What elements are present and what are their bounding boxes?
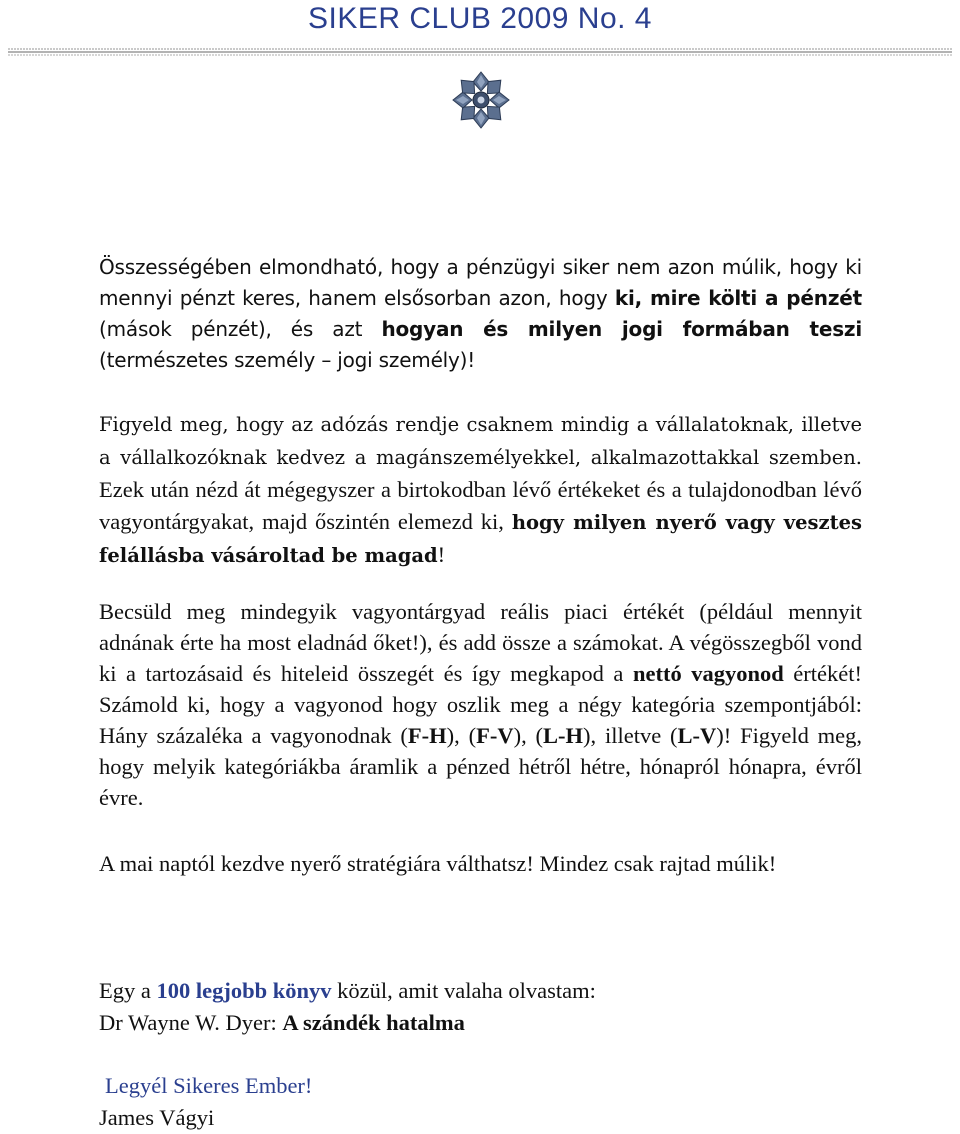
book-intro: Egy a <box>99 978 157 1003</box>
paragraph-2 <box>99 408 862 572</box>
paragraph-3 <box>99 596 862 813</box>
p3-text-4: ), ( <box>446 723 477 748</box>
p1-text-1: Összességében elmondható, hogy a pénzügyi siker nem azon múlik, hogy ki mennyi pénzt keres, hanem elsősorban azon, hogy <box>99 255 862 310</box>
book-title: A szándék hatalma <box>282 1010 465 1035</box>
paragraph-1 <box>99 252 862 376</box>
book-line-2 <box>99 1007 596 1039</box>
diamond-flower-logo-icon <box>452 70 510 130</box>
p3-bold-5: L-V <box>677 723 717 748</box>
book-author: Dr Wayne W. Dyer: <box>99 1010 283 1035</box>
book-line-1 <box>99 975 596 1007</box>
p3-text-7: )! Figyeld meg, hogy melyik kategóriákba áramlik a pénzed hétről hétre, hónapról hónapra, évről évre. <box>99 723 862 810</box>
book-recommendation <box>99 975 596 1039</box>
p2-text-2: Ezek után nézd át mégegyszer a birtokodban lévő értékeket és a tulajdonodban lévő vagyontárgyakat, majd őszintén elemezd ki, <box>99 477 862 534</box>
p3-text-2: A végösszegből vond ki a tartozásaid és hiteleid összegét és így megkapod a <box>99 630 862 686</box>
signature-name: James Vágyi <box>99 1105 215 1130</box>
p3-bold-2: F-H <box>407 723 447 748</box>
p2-text-1: Figyeld meg, hogy az adózás rendje csaknem mindig a vállalatoknak, illetve a vállalkozóknak kedvez a magánszemélyekkel, alkalmazottakkal szemben. <box>99 413 862 469</box>
p2-bold-1: hogy milyen nyerő vagy vesztes felállásba vásároltad be magad <box>99 511 862 567</box>
p3-text-1: Becsüld meg mindegyik vagyontárgyad reális piaci értékét (például mennyit adnának érte ha most eladnád őket!), és add össze a számokat. <box>99 599 862 655</box>
p3-text-6: ), illetve ( <box>583 723 678 748</box>
p3-text-3: értékét! Számold ki, hogy a vagyonod hogy oszlik meg a négy kategória szempontjából: Hány százaléka a vagyonodnak ( <box>99 661 862 748</box>
p3-bold-1: nettó vagyonod <box>632 661 784 686</box>
signature-block <box>99 1070 312 1134</box>
book-intro-end: közül, amit valaha olvastam: <box>331 978 596 1003</box>
header-divider <box>8 46 952 58</box>
p3-text-5: ), ( <box>513 723 544 748</box>
p1-bold-1: ki, mire költi a pénzét <box>614 286 862 310</box>
p3-bold-3: F-V <box>476 723 514 748</box>
page-header-title: SIKER CLUB 2009 No. 4 <box>307 2 652 35</box>
p1-text-2: (mások pénzét), és azt <box>99 317 382 341</box>
p1-bold-2: hogyan és milyen jogi formában teszi <box>381 317 862 341</box>
signature-greeting: Legyél Sikeres Ember! <box>105 1073 313 1098</box>
p2-text-3: ! <box>437 542 446 567</box>
book-highlight: 100 legjobb könyv <box>156 978 332 1003</box>
paragraph-4: A mai naptól kezdve nyerő stratégiára válthatsz! Mindez csak rajtad múlik! <box>99 851 777 876</box>
p1-text-3: (természetes személy – jogi személy)! <box>99 348 476 372</box>
p3-bold-4: L-H <box>543 723 584 748</box>
